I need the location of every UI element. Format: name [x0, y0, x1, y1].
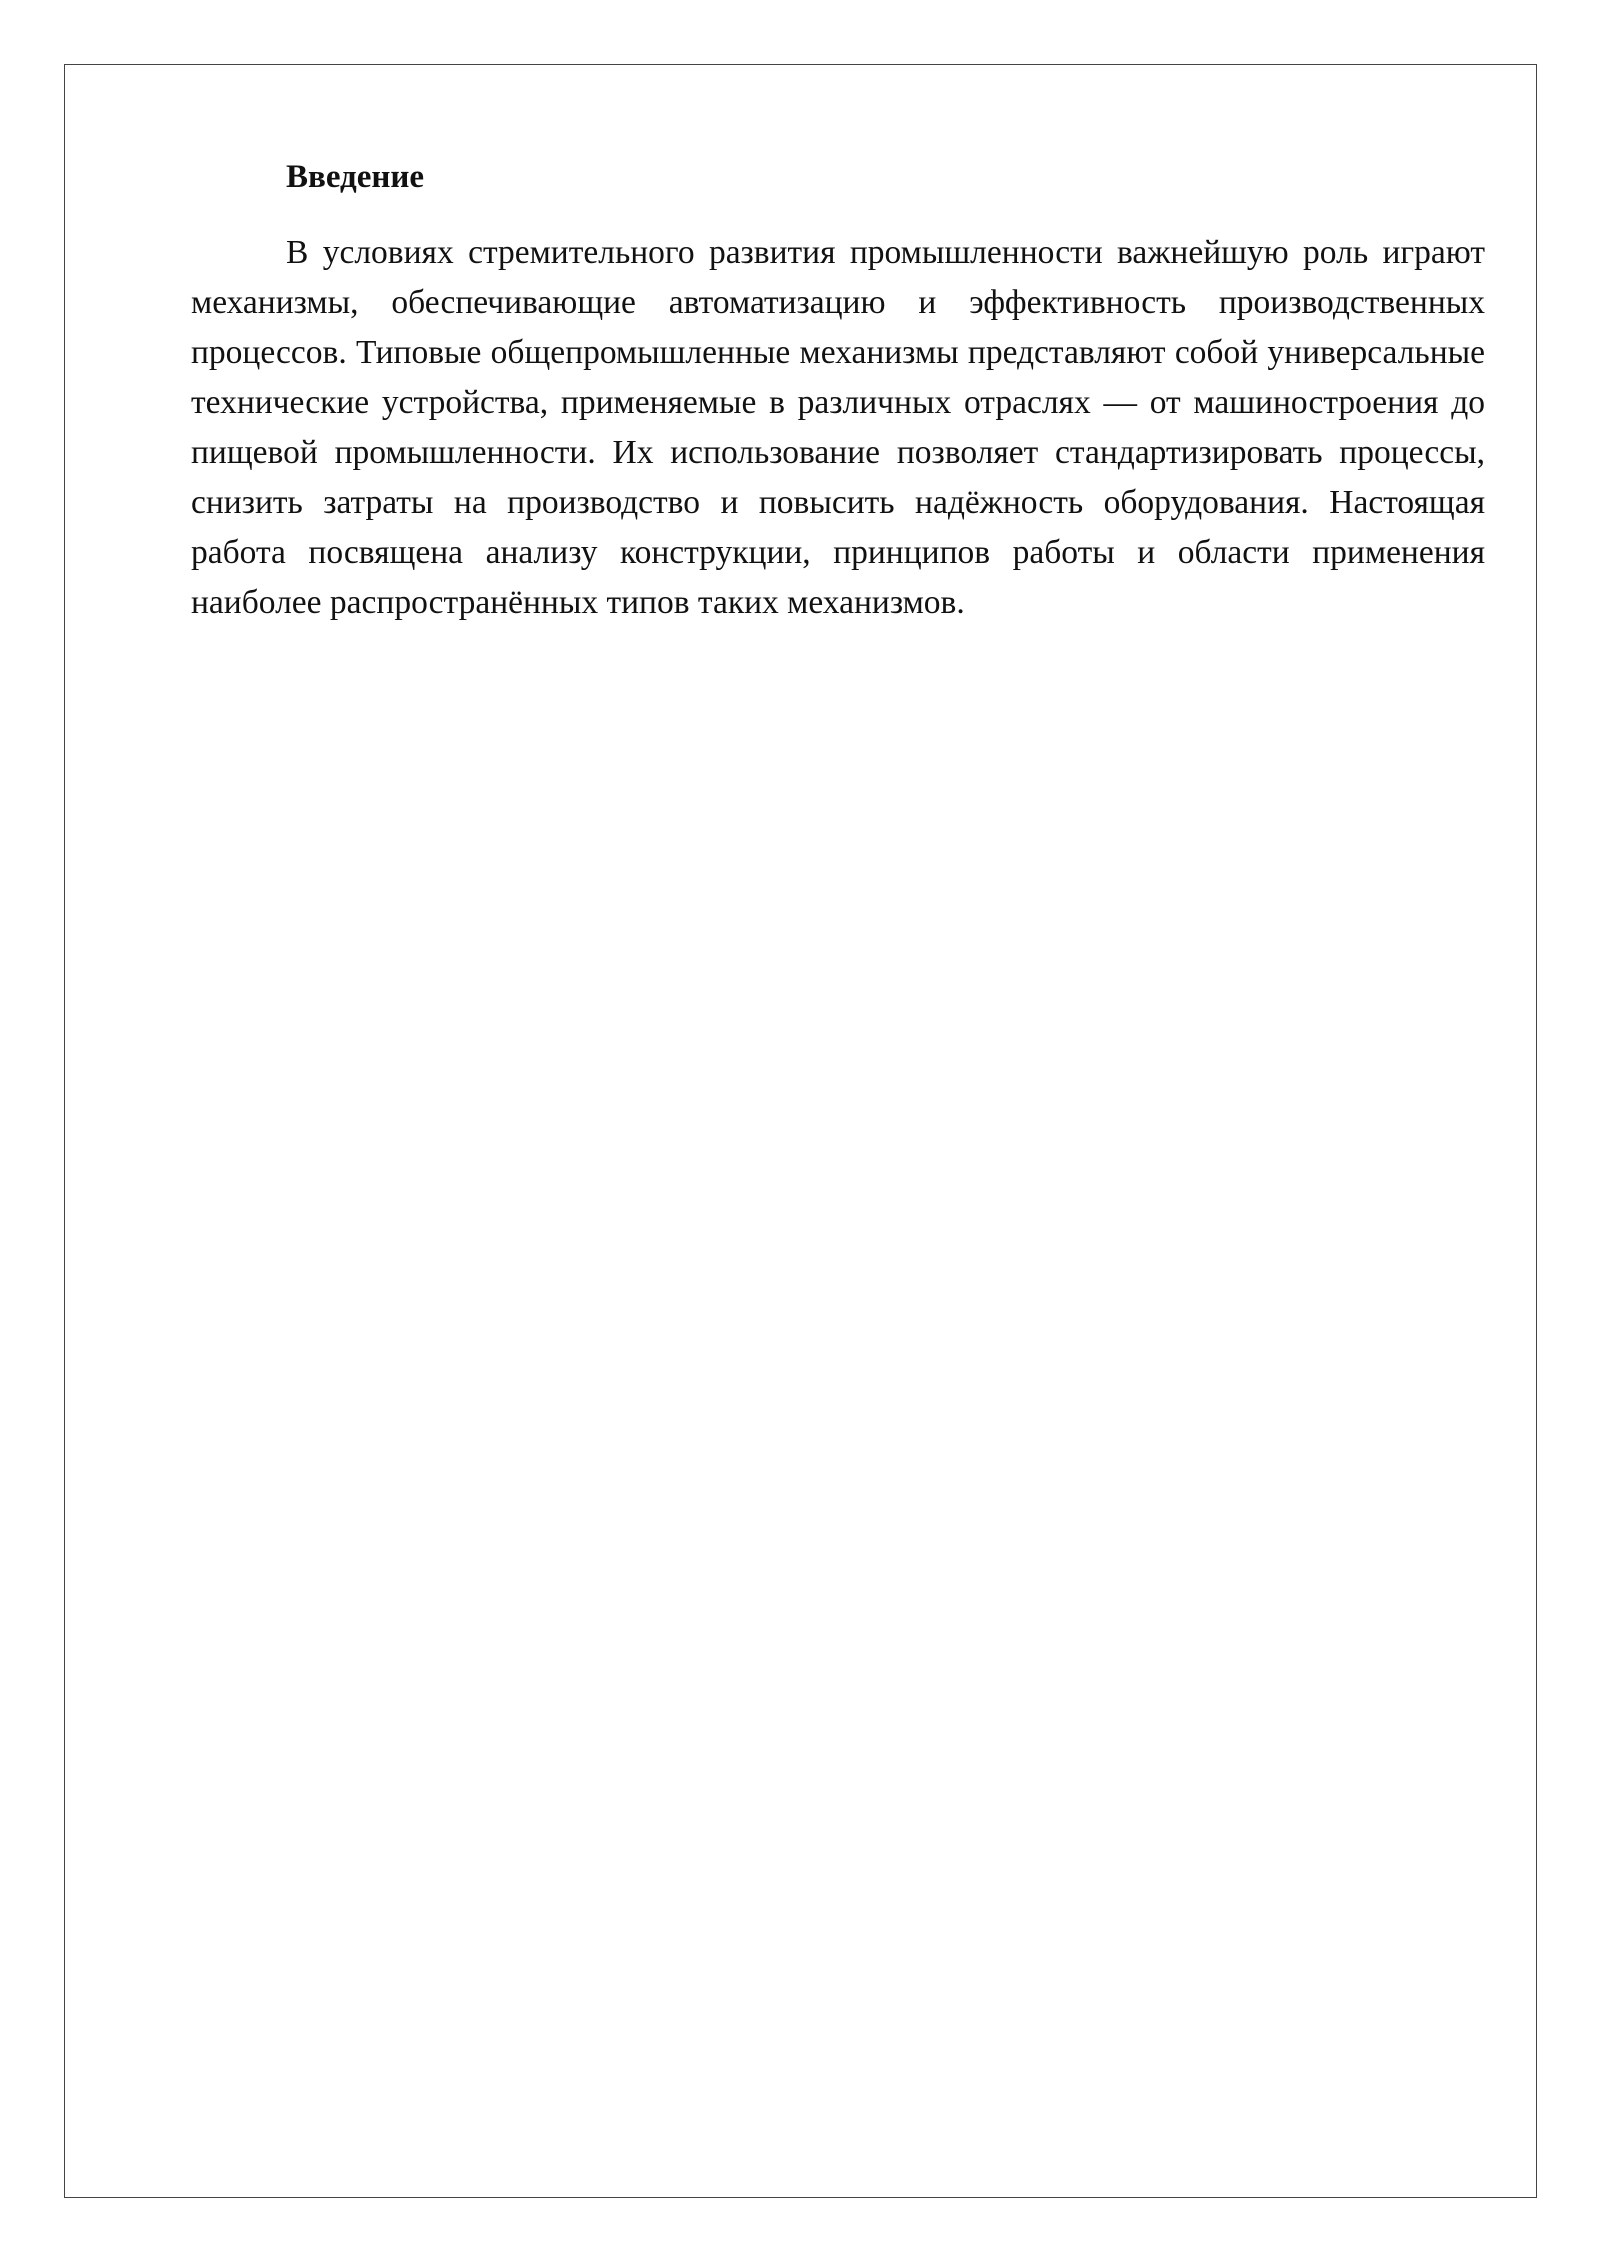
body-paragraph: В условиях стремительного развития промышленности важнейшую роль играют механизмы, обеспечивающие автоматизацию и эффективность производственных процессов. Типовые общепромышленные механизмы представляют собой универсальные технические устройства, применяемые в различных отраслях — от машиностроения до пищевой промышленности. Их использование позволяет стандартизировать процессы, снизить затраты на производство и повысить надёжность оборудования. Настоящая работа посвящена анализу конструкции, принципов работы и области применения наиболее распространённых типов таких механизмов.	[191, 234, 1485, 621]
section-heading: Введение	[286, 159, 425, 195]
